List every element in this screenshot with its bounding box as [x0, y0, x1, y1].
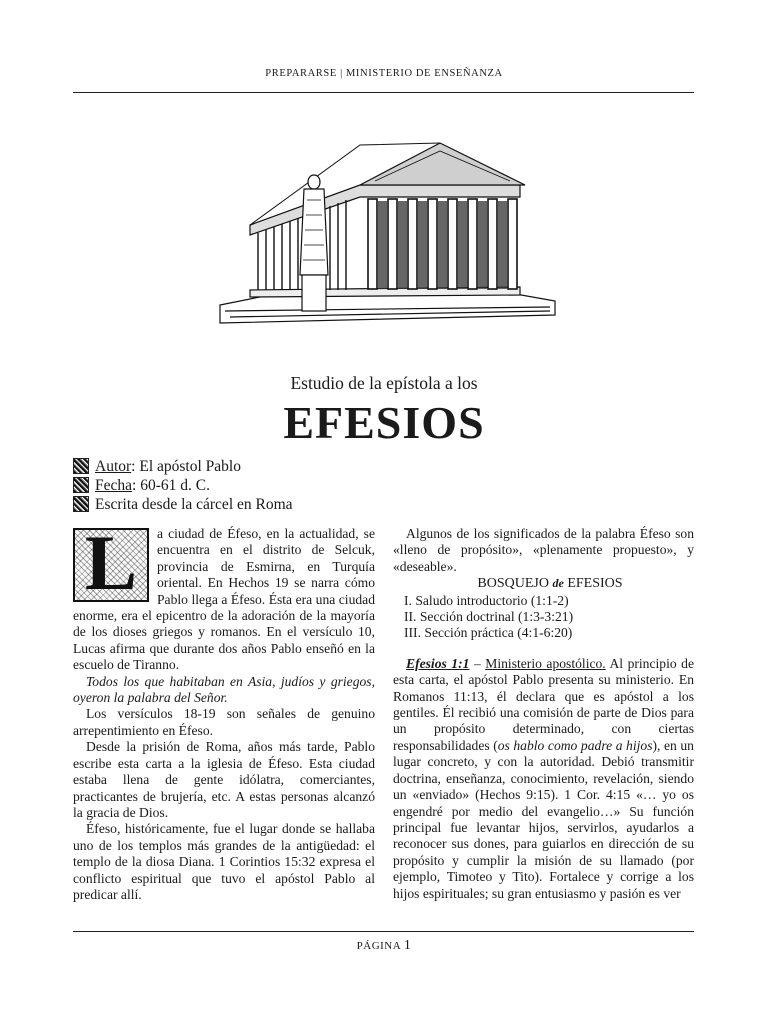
verse-italic: os hablo como padre a hijos — [497, 737, 653, 753]
meta-date — [73, 476, 293, 495]
body-paragraph: Éfeso, históricamente, fue el lugar donde se hallaba uno de los templos más grandes de la antigüedad: el templo de la diosa Diana. 1 Corintios 15:32 expresa el conflicto espiritual que tuvo el apóstol Pablo al predicar allí. — [73, 821, 375, 902]
left-column — [73, 519, 375, 903]
meta-value: : 60-61 d. C. — [132, 477, 210, 494]
running-header: PREPARARSE | MINISTERIO DE ENSEÑANZA — [265, 68, 503, 79]
meta-value: : El apóstol Pablo — [131, 458, 241, 475]
ornament-bullet-icon — [73, 477, 89, 493]
verse-heading: Ministerio apostólico. — [485, 655, 606, 671]
meta-location — [73, 495, 293, 514]
outline-list — [404, 593, 694, 642]
ornament-bullet-icon — [73, 496, 89, 512]
dropcap-letter: L — [85, 519, 138, 606]
outline-title-de: de — [552, 576, 564, 591]
intro-text: a ciudad de Éfeso, en la actualidad, se encuentra en el distrito de Selcuk, provincia de Esmirna, en Turquía oriental. En Hechos 19 se narra cómo Pablo llega a Éfeso. Ésta era una ciudad enorme, era el epicentro de la adoración de la mayoría de los dioses griegos y romanos. En el versículo 10, Lucas afirma que durante dos años Pablo enseñó en la escuelo de Tiranno. — [73, 526, 375, 673]
scripture-quote: Todos los que habitaban en Asia, judíos y griegos, oyeron la palabra del Señor. — [73, 673, 375, 706]
outline-title-text: EFESIOS — [567, 576, 623, 592]
outline-item: III. Sección práctica (4:1-6:20) — [404, 625, 573, 641]
verse-text: ), en un lugar concreto, y con la autoridad. Debió transmitir doctrina, enseñanza, conocimiento, revelación, siendo un «enviado» (Hechos 9:15). 1 Cor. 4:15 «… yo os engendré por medio del evangelio…» Su función principal fue levantar hijos, servirlos, ayudarlos a reconocer sus dones, para guiarlos en dirección de su propósito y cumplir la misión de su llamado (por ejemplo, Timoteo y Tito). Fortalece y corrige a los hijos espirituales; su gran entusiasmo y pasión es ver — [393, 737, 694, 901]
right-column — [393, 526, 694, 902]
body-paragraph: Los versículos 18-19 son señales de genuino arrepentimiento en Éfeso. — [73, 706, 375, 738]
header-rule — [73, 92, 694, 93]
verse-reference: Efesios 1:1 — [406, 655, 470, 671]
meta-label: Autor — [95, 458, 132, 475]
meta-author — [73, 457, 293, 476]
outline-item: I. Saludo introductorio (1:1-2) — [404, 592, 569, 608]
verse-dash: – — [469, 655, 486, 671]
temple-illustration — [210, 125, 560, 340]
intro-paragraph — [73, 519, 375, 674]
verse-text: Al principio de esta carta, el apóstol Pablo presenta su ministerio. En Romanos 11:13, él declara que es apóstol a los gentiles. Él recibió una comisión de parte de Dios para un propósito determinado, con ciertas responsabilidades ( — [393, 655, 695, 753]
meanings-paragraph: Algunos de los significados de la palabra Éfeso son «lleno de propósito», «plenamente propuesto», y «deseable». — [393, 526, 694, 574]
document-title: EFESIOS — [283, 397, 485, 448]
page-label: PÁGINA — [356, 940, 401, 952]
body-paragraph: Desde la prisión de Roma, años más tarde, Pablo escribe esta carta a la iglesia de Éfeso. Esta ciudad estaba llena de gente idólatra, comerciantes, practicantes de brujería, etc. A estas personas alcanzó la gracia de Dios. — [73, 739, 375, 820]
outline-item: II. Sección doctrinal (1:3-3:21) — [404, 609, 574, 625]
verse-paragraph — [393, 656, 694, 902]
meta-info — [73, 457, 293, 514]
document-subtitle: Estudio de la epístola a los — [290, 373, 478, 393]
ornament-bullet-icon — [73, 458, 89, 474]
outline-title — [393, 575, 694, 592]
outline-title-text: BOSQUEJO — [477, 576, 549, 592]
meta-value: Escrita desde la cárcel en Roma — [95, 496, 293, 513]
footer-rule — [73, 931, 694, 932]
meta-label: Fecha — [95, 477, 133, 494]
dropcap — [73, 519, 149, 606]
page-footer — [0, 938, 768, 954]
page-number: 1 — [403, 938, 412, 953]
